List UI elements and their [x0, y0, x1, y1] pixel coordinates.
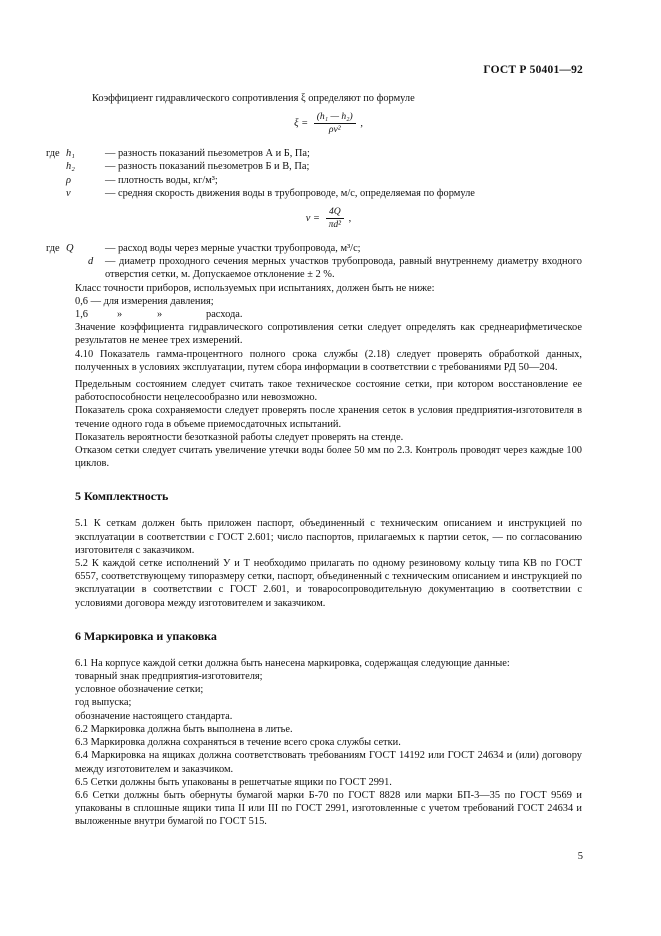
- definition-text: — разность показаний пьезометров А и Б, Па;: [105, 148, 310, 160]
- paragraph: Отказом сетки следует считать увеличение утечки воды более 50 мм по 2.3. Контроль проводят через каждые 100 циклов.: [75, 445, 582, 470]
- formula-xi: [75, 111, 582, 141]
- section-5-title: 5 Комплектность: [75, 489, 169, 504]
- where-label: где: [46, 148, 60, 160]
- list-item: год выпуска;: [75, 697, 132, 709]
- definition-symbol: h₂: [66, 161, 75, 173]
- formula-xi-lhs: ξ =: [294, 118, 309, 130]
- definition-row: [46, 255, 582, 281]
- formula-velocity: [75, 206, 582, 236]
- definitions-2: [46, 242, 582, 282]
- where-label: где: [46, 243, 60, 255]
- paragraph: Значение коэффициента гидравлического сопротивления сетки следует определять как среднеарифметическое результатов не менее трех измерений.: [75, 322, 582, 347]
- list-item: условное обозначение сетки;: [75, 684, 204, 696]
- definition-text: — средняя скорость движения воды в трубопроводе, м/с, определяемая по формуле: [105, 187, 475, 199]
- section-6-title: 6 Маркировка и упаковка: [75, 628, 217, 643]
- ditto-mark: »: [157, 309, 163, 321]
- paragraph: 5.1 К сеткам должен быть приложен паспорт, объединенный с техническим описанием и инструкцией по эксплуатации в соответствии с ГОСТ 2.601; число паспортов, прилагаемых к партии сеток, — по согласованию изготовителя с заказчиком.: [75, 518, 582, 556]
- paragraph: 4.10 Показатель гамма-процентного полного срока службы (2.18) следует проверять обработкой данных, полученных в условиях эксплуатации, путем сбора информации в соответствии с требованиями РД 50—204.: [75, 348, 582, 373]
- accuracy-row-flow: [75, 308, 582, 321]
- definition-symbol: v: [66, 187, 71, 199]
- formula-velocity-fraction: [326, 206, 344, 231]
- paragraph: Класс точности приборов, используемых при испытаниях, должен быть не ниже:: [75, 282, 435, 294]
- accuracy-value: 1,6: [75, 309, 88, 321]
- definitions-1: [46, 147, 582, 200]
- definition-row: [46, 187, 582, 200]
- formula-velocity-denominator: πd²: [328, 219, 342, 231]
- formula-xi-comma: ,: [360, 118, 363, 130]
- ditto-mark: »: [117, 309, 123, 321]
- definition-symbol: ρ: [66, 174, 71, 186]
- paragraph: 5.2 К каждой сетке исполнений У и Т необходимо прилагать по одному резиновому кольцу типа КВ по ГОСТ 6557, соответствующему типоразмеру сетки, паспорт, объединенный с техническим описанием и инструкцией по эксплуатации в соответствии с ГОСТ 2.601, и товаросопроводительную документацию в соответствии с условиями договора между изготовителем и заказчиком.: [75, 558, 582, 609]
- formula-xi-fraction: [314, 111, 356, 136]
- list-item: обозначение настоящего стандарта.: [75, 710, 233, 722]
- paragraph: 6.3 Маркировка должна сохраняться в течение всего срока службы сетки.: [75, 737, 401, 749]
- accuracy-purpose: расхода.: [206, 309, 243, 321]
- formula-intro: Коэффициент гидравлического сопротивления ξ определяют по формуле: [92, 93, 415, 104]
- formula-velocity-lhs: v =: [305, 212, 320, 224]
- definition-text: — разность показаний пьезометров Б и В, Па;: [105, 161, 310, 173]
- paragraph: 6.4 Маркировка на ящиках должна соответствовать требованиям ГОСТ 14192 или ГОСТ 24634 и (или) договору между изготовителем и заказчиком.: [75, 750, 582, 775]
- paragraph: Показатель вероятности безотказной работы следует проверять на стенде.: [75, 431, 404, 443]
- definition-row: [46, 242, 582, 255]
- page-number: 5: [577, 851, 583, 862]
- definition-symbol: d: [88, 256, 94, 268]
- definition-text: — плотность воды, кг/м³;: [105, 174, 218, 186]
- definition-text: — диаметр проходного сечения мерных участков трубопровода, равный внутреннему диаметру входного отверстия сетки, м. Допускаемое отклонение ± 2 %.: [105, 256, 582, 281]
- list-item: товарный знак предприятия-изготовителя;: [75, 671, 263, 683]
- paragraph: 6.1 На корпусе каждой сетки должна быть нанесена маркировка, содержащая следующие данные:: [75, 657, 510, 669]
- standard-header: ГОСТ Р 50401—92: [483, 64, 583, 76]
- paragraph: 6.6 Сетки должны быть обернуты бумагой марки Б-70 по ГОСТ 8828 или марки БП-3—35 по ГОСТ 9569 и упакованы в сплошные ящики типа II или III по ГОСТ 2991, изготовленные с учетом требований ГОСТ 24634 и выложенные внутри бумагой по ГОСТ 515.: [75, 789, 582, 828]
- page-content: [46, 92, 582, 829]
- definition-row: [46, 147, 582, 160]
- definition-symbol: Q: [66, 243, 74, 255]
- formula-velocity-comma: ,: [348, 212, 352, 224]
- formula-xi-numerator: (h₁ — h₂): [314, 111, 356, 124]
- definition-symbol: h₁: [66, 148, 75, 160]
- formula-xi-denominator: ρv²: [328, 124, 341, 136]
- formula-velocity-numerator: 4Q: [326, 206, 344, 219]
- paragraph: 6.2 Маркировка должна быть выполнена в литье.: [75, 723, 293, 735]
- definition-row: [46, 174, 582, 187]
- definition-row: [46, 160, 582, 173]
- definition-text: — расход воды через мерные участки трубопровода, м³/с;: [105, 243, 361, 255]
- paragraph: Предельным состоянием следует считать такое техническое состояние сетки, при котором восстановление ее работоспособности нецелесообразно или невозможно.: [75, 379, 582, 404]
- paragraph: 0,6 — для измерения давления;: [75, 295, 214, 307]
- paragraph: 6.5 Сетки должны быть упакованы в решетчатые ящики по ГОСТ 2991.: [75, 776, 392, 788]
- paragraph: Показатель срока сохраняемости следует проверять после хранения сеток в условия предприятия-изготовителя в течение одного года в объеме приемосдаточных испытаний.: [75, 405, 582, 430]
